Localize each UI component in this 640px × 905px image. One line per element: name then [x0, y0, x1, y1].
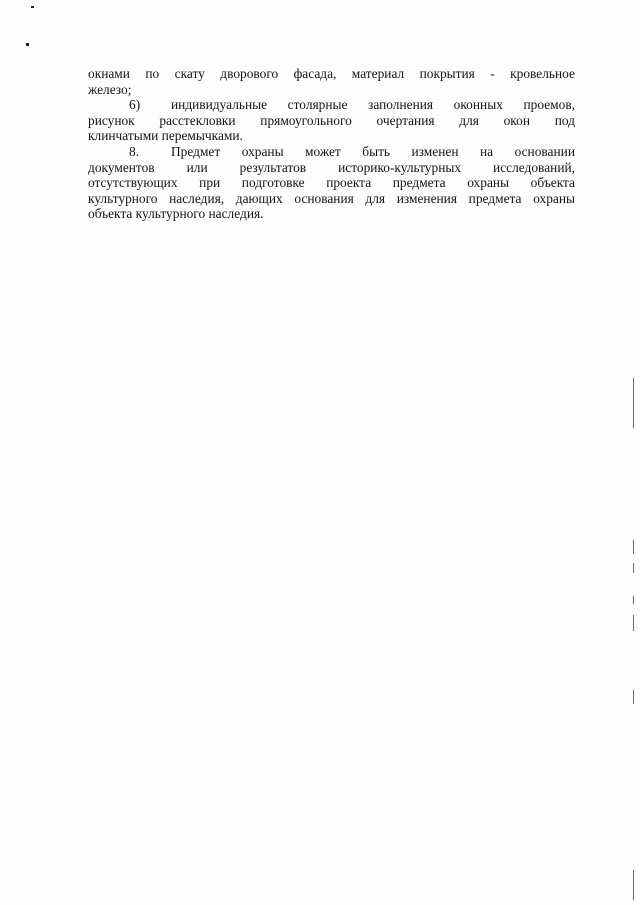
scan-dot-mark [26, 43, 29, 46]
item-6-number: 6) [129, 97, 141, 113]
scan-edge-line [633, 615, 634, 631]
text-line: окнами по скату дворового фасада, материал покрытия - кровельное [88, 66, 575, 81]
item-6-text: индивидуальные столярные заполнения оконных проемов, [171, 97, 575, 113]
text-line: железо; [88, 81, 132, 97]
text-line: документов или результатов историко-культурных исследований, [88, 159, 575, 175]
item-8-number: 8. [129, 143, 140, 159]
text-line: культурного наследия, дающих основания для изменения предмета охраны [88, 190, 575, 206]
text-line: рисунок расстекловки прямоугольного очертания для окон под [88, 112, 575, 128]
text-line: объекта культурного наследия. [88, 206, 264, 222]
scan-edge-line [633, 540, 634, 554]
item-8-first-line [88, 144, 575, 160]
item-6-first-line [88, 97, 575, 113]
scan-edge-line [633, 870, 634, 900]
text-line: отсутствующих при подготовке проекта предмета охраны объекта [88, 175, 575, 191]
text-line: клинчатыми перемычками. [88, 128, 243, 144]
scan-edge-line [633, 378, 634, 428]
document-text [88, 66, 575, 222]
scan-edge-line [633, 690, 634, 704]
scan-dot-mark [31, 6, 34, 8]
item-8-text: Предмет охраны может быть изменен на основании [171, 143, 575, 159]
scan-edge-line [633, 596, 634, 604]
scan-edge-line [633, 563, 634, 573]
